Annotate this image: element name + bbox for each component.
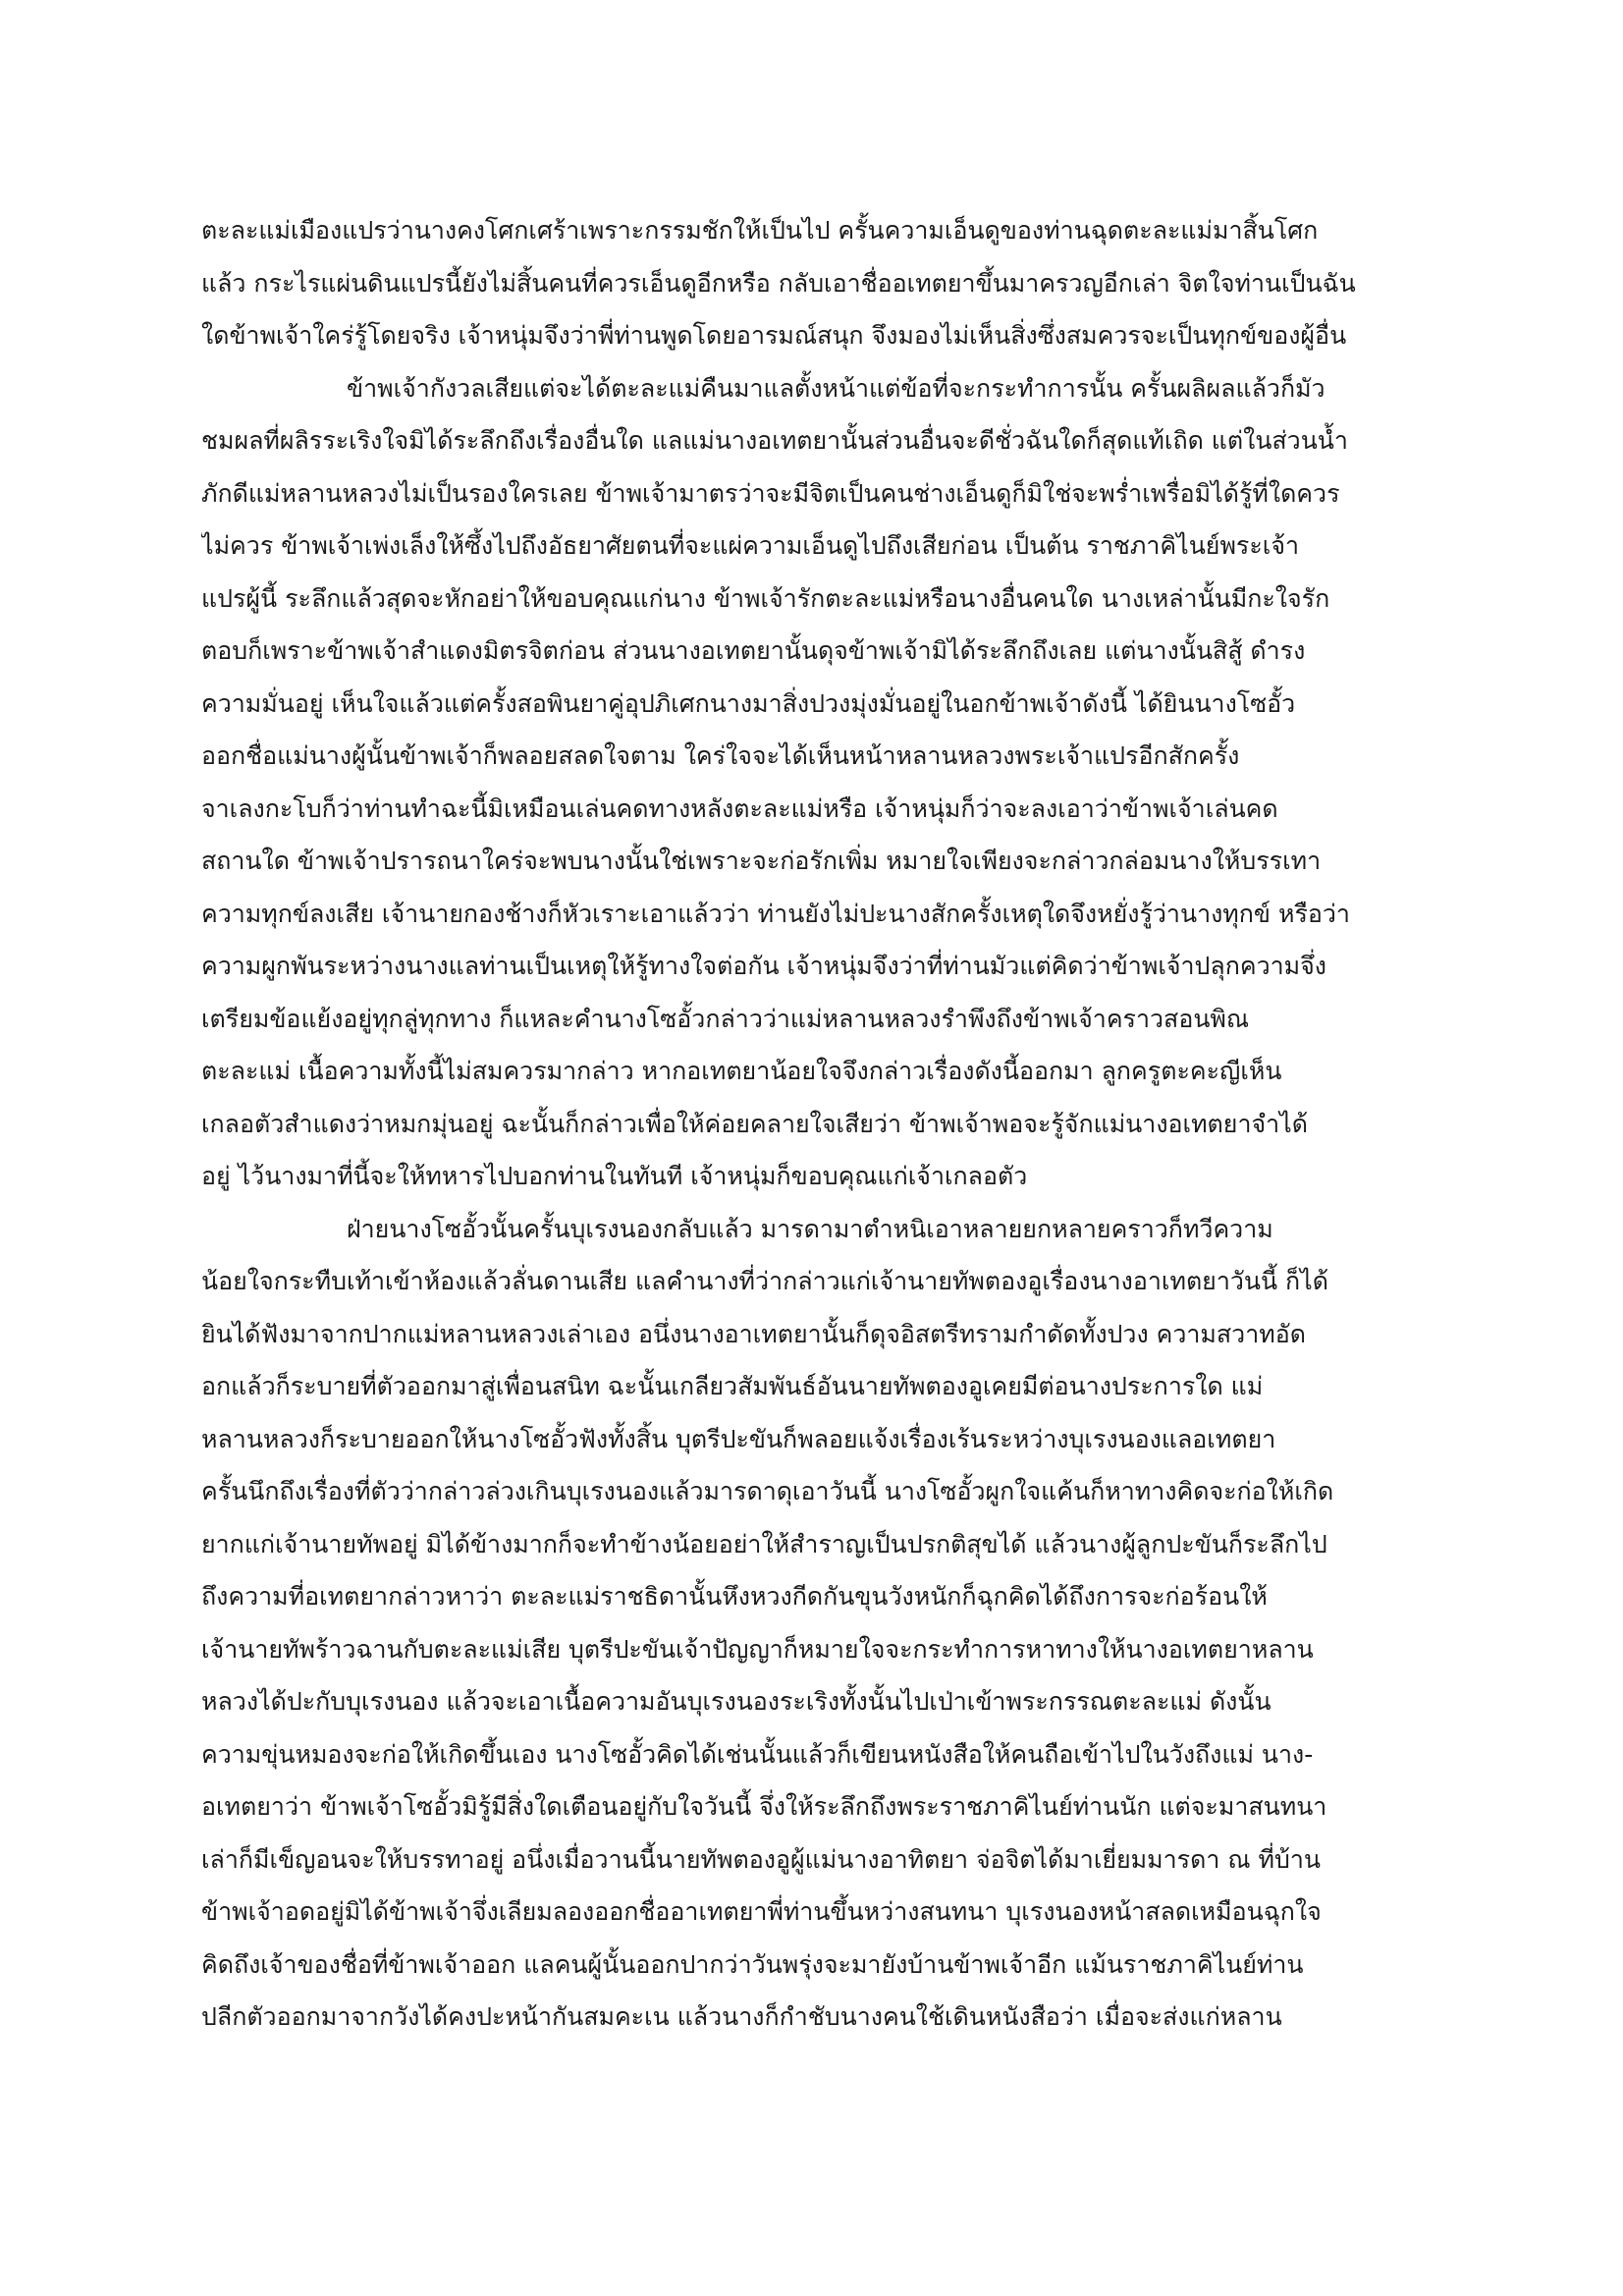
paragraph (201, 1203, 1422, 2044)
text-line: อกแล้วก็ระบายที่ตัวออกมาสู่เพื่อนสนิท ฉะนั้นเกลียวสัมพันธ์อันนายทัพตองอูเคยมีต่อนางประการใด แม่ (201, 1372, 1264, 1400)
text-line: ครั้นนึกถึงเรื่องที่ตัวว่ากล่าวล่วงเกินบุเรงนองแล้วมารดาดุเอาวันนี้ นางโซอั้วผูกใจแค้นก็หาทางคิดจะก่อให้เกิด (201, 1477, 1334, 1505)
text-line: ความผูกพันระหว่างนางแลท่านเป็นเหตุให้รู้ทางใจต่อกัน เจ้าหนุ่มจึงว่าที่ท่านมัวแต่คิดว่าข้าพเจ้าปลุกความจึ่ง (201, 952, 1327, 980)
text-line: ความขุ่นหมองจะก่อให้เกิดขึ้นเอง นางโซอั้วคิดได้เช่นนั้นแล้วก็เขียนหนังสือให้คนถือเข้าไปในวังถึงแม่ นาง- (201, 1739, 1314, 1769)
text-line: ข้าพเจ้าอดอยู่มิได้ข้าพเจ้าจึ่งเลียมลองออกชื่ออาเทตยาพี่ท่านขึ้นหว่างสนทนา บุเรงนองหน้าสลดเหมือนฉุกใจ (201, 1897, 1322, 1926)
text-line: ฝ่ายนางโซอั้วนั้นครั้นบุเรงนองกลับแล้ว มารดามาตำหนิเอาหลายยกหลายคราวก็ทวีความ (347, 1214, 1273, 1243)
text-line: น้อยใจกระทืบเท้าเข้าห้องแล้วลั่นดานเสีย แลคำนางที่ว่ากล่าวแก่เจ้านายทัพตองอูเรื่องนางอาเทตยาวันนี้ ก็ได้ (201, 1267, 1328, 1295)
text-line: แล้ว กระไรแผ่นดินแปรนี้ยังไม่สิ้นคนที่ควรเอ็นดูอีกหรือ กลับเอาชื่ออเทตยาขึ้นมาครวญอีกเล่า จิตใจท่านเป็นฉัน (201, 268, 1356, 298)
text-line: ปลีกตัวออกมาจากวังได้คงปะหน้ากันสมคะเน แล้วนางก็กำชับนางคนใช้เดินหนังสือว่า เมื่อจะส่งแก่หลาน (201, 2002, 1282, 2031)
text-line: ยากแก่เจ้านายทัพอยู่ มิได้ข้างมากก็จะทำข้างน้อยอย่าให้สำราญเป็นปรกติสุขได้ แล้วนางผู้ลูกปะขันก็ระลึกไป (201, 1529, 1327, 1558)
text-line: ใดข้าพเจ้าใคร่รู้โดยจริง เจ้าหนุ่มจึงว่าพี่ท่านพูดโดยอารมณ์สนุก จึงมองไม่เห็นสิ่งซึ่งสมควรจะเป็นทุกข์ของผู้อื่น (201, 321, 1347, 350)
text-line: อยู่ ไว้นางมาที่นี้จะให้ทหารไปบอกท่านในทันที เจ้าหนุ่มก็ขอบคุณแก่เจ้าเกลอตัว (201, 1162, 1028, 1190)
text-line: เจ้านายทัพร้าวฉานกับตะละแม่เสีย บุตรีปะขันเจ้าปัญญาก็หมายใจจะกระทำการหาทางให้นางอเทตยาหลาน (201, 1634, 1314, 1664)
text-line: จาเลงกะโบก็ว่าท่านทำฉะนี้มิเหมือนเล่นคดทางหลังตะละแม่หรือ เจ้าหนุ่มก็ว่าจะลงเอาว่าข้าพเจ้าเล่นคด (201, 793, 1278, 823)
text-line: เล่าก็มีเข็ญอนจะให้บรรทาอยู่ อนึ่งเมื่อวานนี้นายทัพตองอูผู้แม่นางอาทิตยา จ่อจิตได้มาเยี่ยมมารดา ณ ที่บ้าน (201, 1844, 1321, 1874)
text-line: ความทุกข์ลงเสีย เจ้านายกองช้างก็หัวเราะเอาแล้วว่า ท่านยังไม่ปะนางสักครั้งเหตุใดจึงหยั่งรู้ว่านางทุกข์ หรือว่า (201, 899, 1350, 928)
text-line: ตะละแม่ เนื้อความทั้งนี้ไม่สมควรมากล่าว หากอเทตยาน้อยใจจึงกล่าวเรื่องดังนี้ออกมา ลูกครูตะคะญีเห็น (201, 1057, 1282, 1085)
text-line: ตอบก็เพราะข้าพเจ้าสำแดงมิตรจิตก่อน ส่วนนางอเทตยานั้นดุจข้าพเจ้ามิได้ระลึกถึงเลย แต่นางนั้นสิสู้ ดำรง (201, 636, 1306, 665)
text-line: แปรผู้นี้ ระลึกแล้วสุดจะหักอย่าให้ขอบคุณแก่นาง ข้าพเจ้ารักตะละแม่หรือนางอื่นคนใด นางเหล่านั้นมีกะใจรัก (201, 583, 1330, 613)
text-line: ยินได้ฟังมาจากปากแม่หลานหลวงเล่าเอง อนึ่งนางอาเทตยานั้นก็ดุจอิสตรีทรามกำดัดทั้งปวง ความสวาทอัด (201, 1319, 1306, 1348)
text-line: หลานหลวงก็ระบายออกให้นางโซอั้วฟังทั้งสิ้น บุตรีปะขันก็พลอยแจ้งเรื่องเร้นระหว่างบุเรงนองแลอเทตยา (201, 1424, 1276, 1453)
paragraph (201, 362, 1422, 1203)
text-line: ถึงความที่อเทตยากล่าวหาว่า ตะละแม่ราชธิดานั้นหึงหวงกีดกันขุนวังหนักก็ฉุกคิดได้ถึงการจะก่อร้อนให้ (201, 1582, 1268, 1611)
text-line: สถานใด ข้าพเจ้าปรารถนาใคร่จะพบนางนั้นใช่เพราะจะก่อรักเพิ่ม หมายใจเพียงจะกล่าวกล่อมนางให้บรรเทา (201, 847, 1322, 875)
text-line: อเทตยาว่า ข้าพเจ้าโซอั้วมิรู้มีสิ่งใดเตือนอยู่กับใจวันนี้ จึ่งให้ระลึกถึงพระราชภาคิไนย์ท่านนัก แต่จะมาสนทนา (201, 1792, 1327, 1821)
text-line: ความมั่นอยู่ เห็นใจแล้วแต่ครั้งสอพินยาคู่อุปภิเศกนางมาสิ่งปวงมุ่งมั่นอยู่ในอกข้าพเจ้าดังนี้ ได้ยินนางโซอั้ว (201, 688, 1296, 718)
text-line: ไม่ควร ข้าพเจ้าเพ่งเล็งให้ซึ้งไปถึงอัธยาศัยตนที่จะแผ่ความเอ็นดูไปถึงเสียก่อน เป็นต้น ราชภาคิไนย์พระเจ้า (201, 531, 1300, 560)
body-text (201, 204, 1422, 2044)
text-line: ภักดีแม่หลานหลวงไม่เป็นรองใครเลย ข้าพเจ้ามาตรว่าจะมีจิตเป็นคนช่างเอ็นดูก็มิใช่จะพร่ำเพรื่อมิได้รู้ที่ใดควร (201, 478, 1340, 508)
text-line: หลวงได้ปะกับบุเรงนอง แล้วจะเอาเนื้อความอันบุเรงนองระเริงทั้งนั้นไปเป่าเข้าพระกรรณตะละแม่ ดังนั้น (201, 1687, 1271, 1716)
text-line: ชมผลที่ผลิรระเริงใจมิได้ระลึกถึงเรื่องอื่นใด แลแม่นางอเทตยานั้นส่วนอื่นจะดีชั่วฉันใดก็สุดแท้เถิด แต่ในส่วนน้ำ (201, 426, 1348, 455)
paragraph (201, 204, 1422, 362)
text-line: ตะละแม่เมืองแปรว่านางคงโศกเศร้าเพราะกรรมชักให้เป็นไป ครั้นความเอ็นดูของท่านฉุดตะละแม่มาสิ้นโศก (201, 216, 1319, 245)
text-line: ออกชื่อแม่นางผู้นั้นข้าพเจ้าก็พลอยสลดใจตาม ใคร่ใจจะได้เห็นหน้าหลานหลวงพระเจ้าแปรอีกสักครั้ง (201, 741, 1240, 770)
text-line: ข้าพเจ้ากังวลเสียแต่จะได้ตะละแม่คืนมาแลตั้งหน้าแต่ข้อที่จะกระทำการนั้น ครั้นผลิผลแล้วก็มัว (347, 373, 1325, 403)
text-line: คิดถึงเจ้าของชื่อที่ข้าพเจ้าออก แลคนผู้นั้นออกปากว่าวันพรุ่งจะมายังบ้านข้าพเจ้าอีก แม้นราชภาคิไนย์ท่าน (201, 1949, 1304, 1979)
text-line: เตรียมข้อแย้งอยู่ทุกลู่ทุกทาง ก็แหละคำนางโซอั้วกล่าวว่าแม่หลานหลวงรำพึงถึงข้าพเจ้าคราวสอนพิณ (201, 1004, 1250, 1033)
text-line: เกลอตัวสำแดงว่าหมกมุ่นอยู่ ฉะนั้นก็กล่าวเพื่อให้ค่อยคลายใจเสียว่า ข้าพเจ้าพอจะรู้จักแม่นางอเทตยาจำได้ (201, 1109, 1308, 1138)
